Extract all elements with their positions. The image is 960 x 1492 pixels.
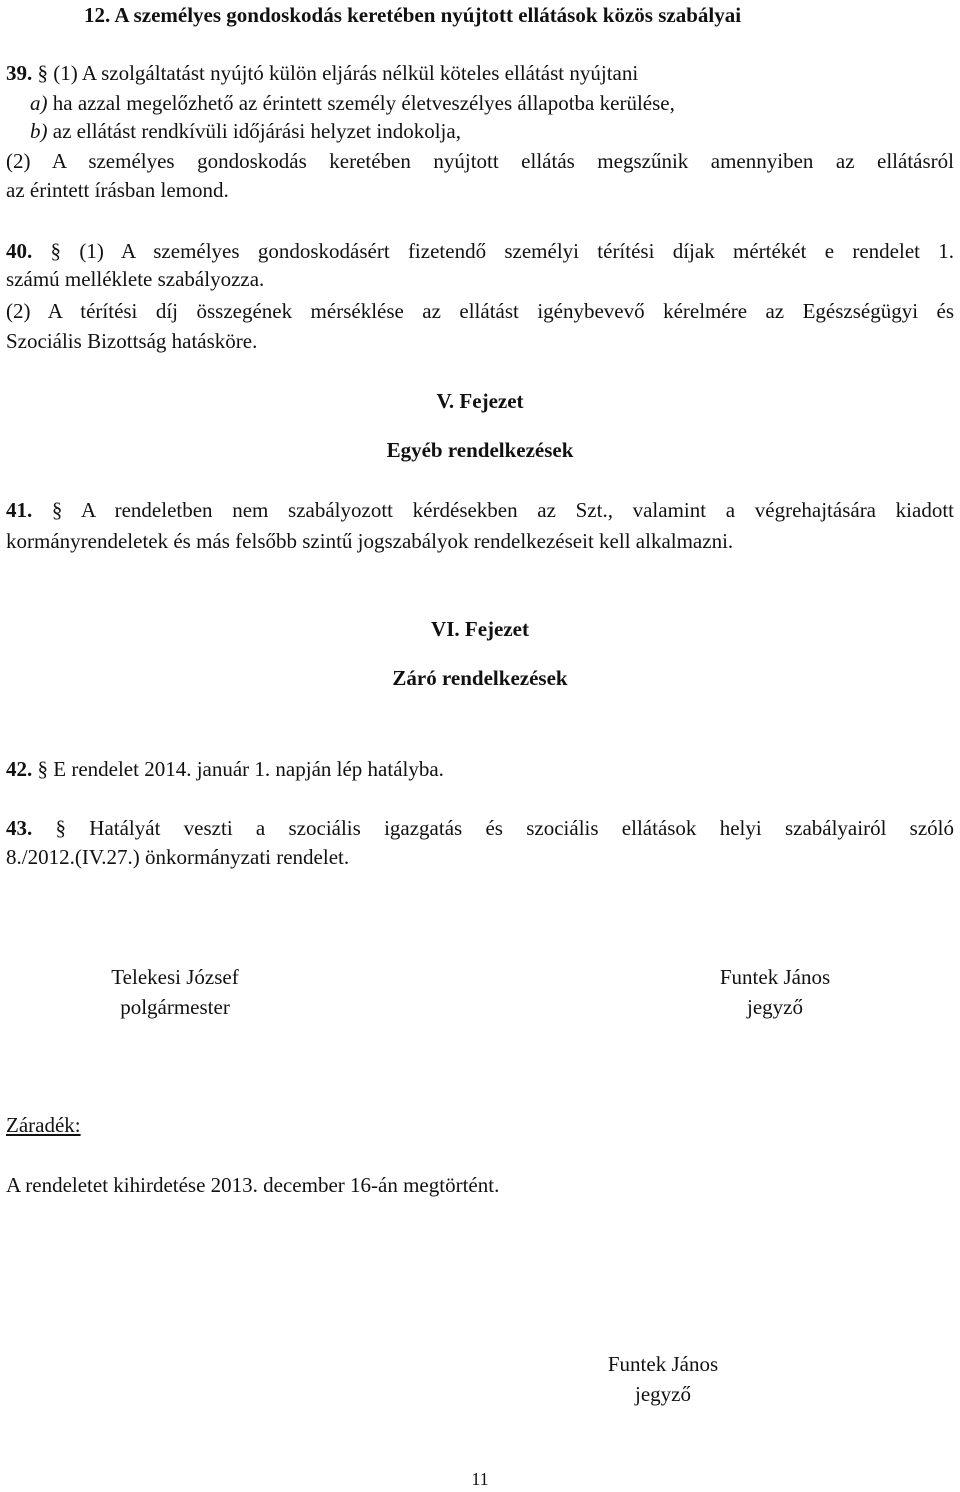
paragraph-text: E rendelet 2014. január 1. napján lép hatályba. bbox=[53, 757, 444, 781]
paragraph-40-1 bbox=[6, 238, 954, 264]
point-label: a) bbox=[30, 91, 48, 115]
clause-label: Záradék: bbox=[6, 1113, 81, 1137]
point-b bbox=[30, 118, 954, 144]
section-number: 40. bbox=[6, 239, 33, 263]
section-heading: 12. A személyes gondoskodás keretében nyújtott ellátások közös szabályai bbox=[84, 3, 742, 27]
signer-name: Funtek János bbox=[607, 1352, 719, 1376]
section-sign: § bbox=[51, 498, 63, 522]
paragraph-41-cont: kormányrendeletek és más felsőbb szintű jogszabályok rendelkezéseit kell alkalmazni. bbox=[6, 529, 734, 553]
point-a bbox=[30, 90, 954, 116]
paragraph-39-2-cont: az érintett írásban lemond. bbox=[6, 178, 229, 202]
section-sign: § bbox=[37, 757, 48, 781]
paragraph-40-2-cont: Szociális Bizottság hatásköre. bbox=[6, 329, 258, 353]
chapter-title: V. Fejezet bbox=[436, 389, 524, 413]
chapter-subtitle: Záró rendelkezések bbox=[392, 666, 568, 690]
section-sign: § bbox=[50, 239, 62, 263]
signature-right bbox=[660, 962, 890, 1022]
section-number: 43. bbox=[6, 816, 33, 840]
signer-title: jegyző bbox=[747, 995, 803, 1019]
section-number: 41. bbox=[6, 498, 33, 522]
signature-left bbox=[60, 962, 290, 1022]
signer-title: polgármester bbox=[120, 995, 230, 1019]
section-number: 39. bbox=[6, 61, 33, 85]
point-text: ha azzal megelőzhető az érintett személy életveszélyes állapotba kerülése, bbox=[52, 91, 675, 115]
chapter-title: VI. Fejezet bbox=[431, 617, 529, 641]
point-text: az ellátást rendkívüli időjárási helyzet indokolja, bbox=[52, 119, 461, 143]
section-sign: § bbox=[37, 61, 48, 85]
paragraph-42 bbox=[6, 756, 954, 782]
signer-title: jegyző bbox=[635, 1382, 691, 1406]
clause-signature bbox=[548, 1349, 778, 1409]
paragraph-text: A rendeletben nem szabályozott kérdésekben az Szt., valamint a végrehajtására kiadott bbox=[80, 498, 954, 522]
paragraph-43 bbox=[6, 815, 954, 841]
signer-name: Funtek János bbox=[719, 965, 831, 989]
paragraph-40-2: (2) A térítési díj összegének mérséklése az ellátást igénybevevő kérelmére az Egészségügyi és bbox=[6, 299, 954, 323]
paragraph-text: (1) A személyes gondoskodásért fizetendő személyi térítési díjak mértékét e rendelet 1. bbox=[79, 239, 955, 263]
paragraph-43-cont: 8./2012.(IV.27.) önkormányzati rendelet. bbox=[6, 845, 350, 869]
paragraph-text: (1) A szolgáltatást nyújtó külön eljárás nélkül köteles ellátást nyújtani bbox=[53, 61, 639, 85]
chapter-subtitle: Egyéb rendelkezések bbox=[386, 438, 574, 462]
paragraph-39-1 bbox=[6, 60, 954, 86]
section-sign: § bbox=[55, 816, 67, 840]
signer-name: Telekesi József bbox=[111, 965, 239, 989]
paragraph-41 bbox=[6, 497, 954, 523]
paragraph-39-2: (2) A személyes gondoskodás keretében nyújtott ellátás megszűnik amennyiben az ellátásról bbox=[6, 149, 954, 173]
paragraph-text: Hatályát veszti a szociális igazgatás és szociális ellátások helyi szabályairól szóló bbox=[89, 816, 954, 840]
section-number: 42. bbox=[6, 757, 33, 781]
paragraph-40-1-cont: számú melléklete szabályozza. bbox=[6, 267, 265, 291]
page-number: 11 bbox=[471, 1469, 489, 1489]
clause-text: A rendeletet kihirdetése 2013. december 16-án megtörtént. bbox=[6, 1173, 500, 1197]
point-label: b) bbox=[30, 119, 48, 143]
